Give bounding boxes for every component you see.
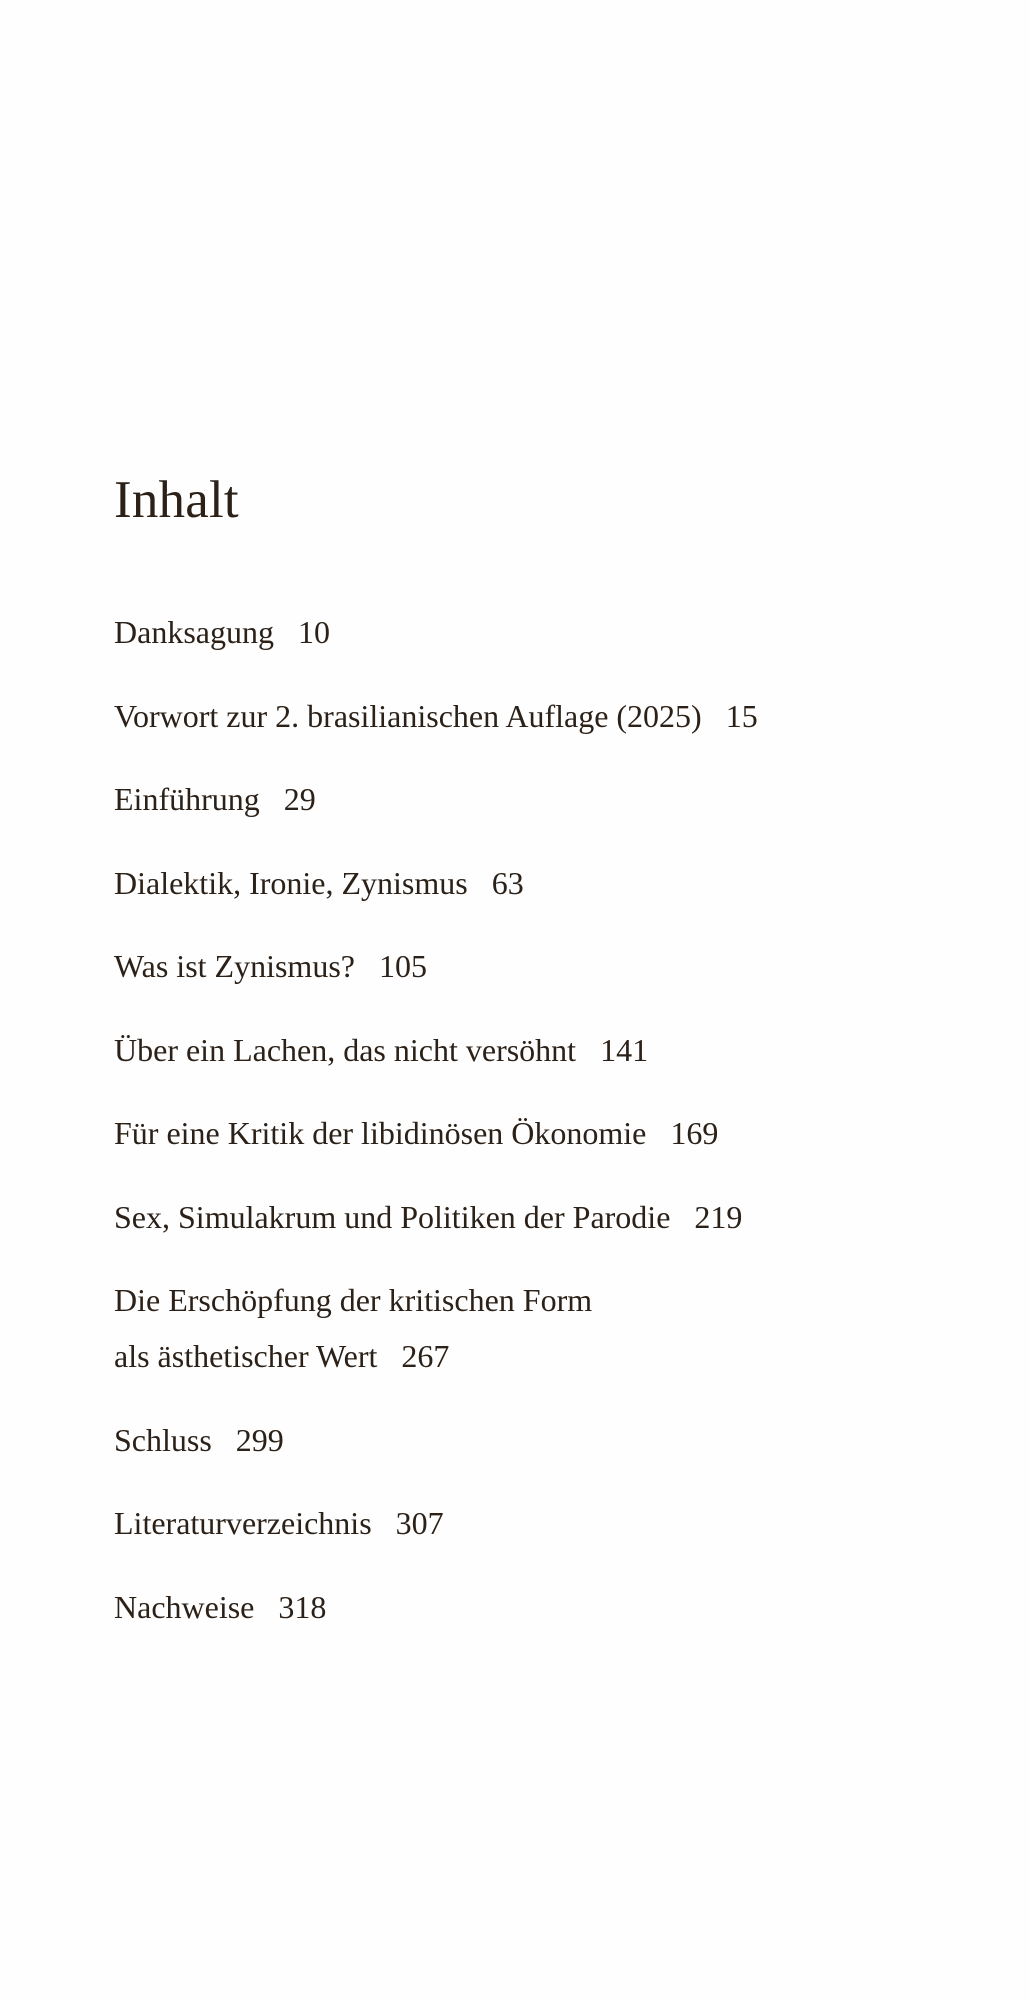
toc-entry-title: Danksagung xyxy=(114,614,274,650)
toc-entry-title: Was ist Zynismus? xyxy=(114,948,355,984)
toc-entry-page: 10 xyxy=(297,614,330,650)
toc-entry xyxy=(114,688,974,744)
toc-entry-page: 63 xyxy=(491,864,524,901)
toc-entry-title: Nachweise xyxy=(114,1588,255,1625)
toc-entry xyxy=(114,1495,974,1551)
toc-entry-title: Sex, Simulakrum und Politiken der Parodie xyxy=(114,1198,671,1235)
table-of-contents xyxy=(114,604,974,1662)
toc-entry xyxy=(114,1022,974,1078)
toc-entry-page: 299 xyxy=(235,1421,284,1458)
toc-entry xyxy=(114,1189,974,1245)
toc-entry xyxy=(114,1412,974,1468)
toc-entry xyxy=(114,771,974,827)
toc-entry-page: 267 xyxy=(401,1338,450,1374)
toc-entry-title: Dialektik, Ironie, Zynismus xyxy=(114,864,468,901)
toc-entry-page: 318 xyxy=(278,1588,327,1625)
toc-entry-page: 29 xyxy=(283,781,316,817)
toc-entry xyxy=(114,1579,974,1635)
toc-entry-page: 105 xyxy=(378,948,427,984)
toc-entry xyxy=(114,855,974,911)
toc-entry xyxy=(114,938,974,994)
toc-entry-page: 307 xyxy=(395,1505,444,1541)
toc-entry-page: 141 xyxy=(600,1031,649,1068)
toc-entry xyxy=(114,1105,974,1161)
page-title: Inhalt xyxy=(114,471,239,529)
toc-entry-page: 219 xyxy=(694,1198,743,1235)
toc-entry-page: 15 xyxy=(725,697,758,734)
toc-entry-title: Schluss xyxy=(114,1421,212,1458)
toc-entry-title: Für eine Kritik der libidinösen Ökonomie xyxy=(114,1115,647,1151)
toc-entry-title: Einführung xyxy=(114,781,260,817)
toc-entry xyxy=(114,604,974,660)
toc-entry-title: als ästhetischer Wert xyxy=(114,1338,378,1374)
toc-entry-title: Vorwort zur 2. brasilianischen Auflage (2025) xyxy=(114,697,702,734)
toc-entry-title-line: Die Erschöpfung der kritischen Form xyxy=(114,1282,593,1318)
toc-entry-page: 169 xyxy=(670,1115,719,1151)
toc-entry-title: Literaturverzeichnis xyxy=(114,1505,372,1541)
toc-entry xyxy=(114,1272,974,1384)
toc-entry-title: Über ein Lachen, das nicht versöhnt xyxy=(114,1031,577,1068)
